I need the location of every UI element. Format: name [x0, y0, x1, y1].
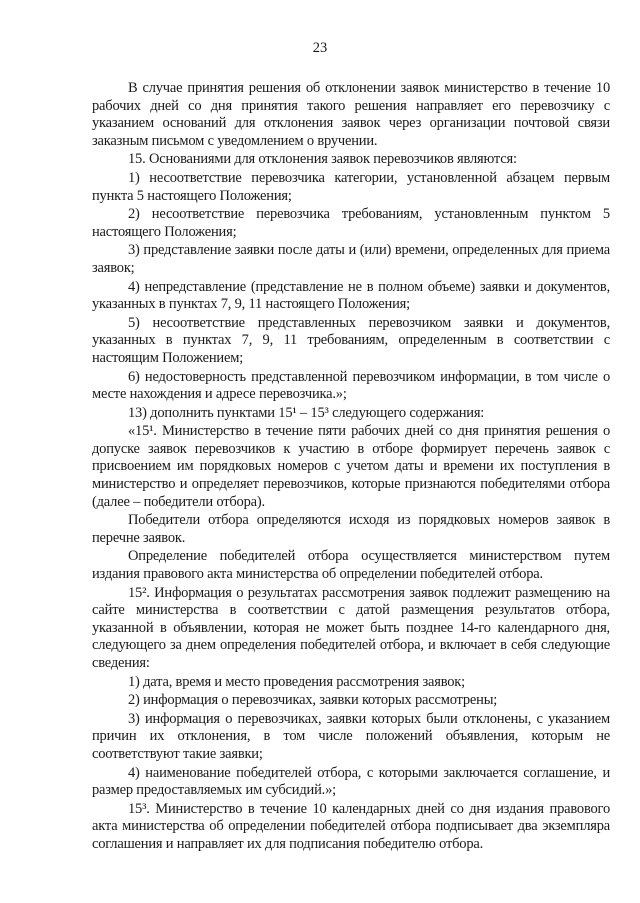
paragraph-13-amendment: 13) дополнить пунктами 15¹ – 15³ следующего содержания:	[128, 404, 485, 421]
paragraph-15-item-1: 1) несоответствие перевозчика категории, установленной абзацем первым пункта 5 настоящего Положения;	[92, 169, 610, 204]
paragraph-winners-order: Победители отбора определяются исходя из порядковых номеров заявок в перечне заявок.	[92, 512, 610, 546]
paragraph-15-item-2: 2) несоответствие перевозчика требованиям, установленным пунктом 5 настоящего Положения;	[92, 206, 610, 240]
paragraph-rejection-notice: В случае принятия решения об отклонении заявок министерство в течение 10 рабочих дней со дня принятия такого решения направляет его перевозчику с указанием оснований для отклонения заявок через организации почтовой связи заказным письмом с уведомлением о вручении.	[92, 80, 610, 149]
paragraph-15-item-3: 3) представление заявки после даты и (или) времени, определенных для приема заявок;	[92, 242, 610, 276]
page-number: 23	[312, 40, 328, 56]
paragraph-winners-act: Определение победителей отбора осуществляется министерством путем издания правового акта министерства об определении победителей отбора.	[92, 548, 610, 583]
paragraph-15-heading: 15. Основаниями для отклонения заявок перевозчиков являются:	[128, 151, 517, 168]
paragraph-15-3: 15³. Министерство в течение 10 календарных дней со дня издания правового акта министерства об определении победителей отбора подписывает два экземпляра соглашения и направляет их для подписания победителю отбора.	[92, 800, 610, 852]
paragraph-15-item-5: 5) несоответствие представленных перевозчиком заявки и документов, указанных в пунктах 7, 9, 11 требованиям, определенным в соответствии с настоящим Положением;	[92, 314, 610, 366]
paragraph-15-2-item-3: 3) информация о перевозчиках, заявки которых были отклонены, с указанием причин их отклонения, в том числе положений объявления, которым не соответствуют такие заявки;	[92, 710, 610, 762]
paragraph-15-2-item-4: 4) наименование победителей отбора, с которыми заключается соглашение, и размер предоставляемых им субсидий.»;	[92, 764, 610, 799]
paragraph-15-2-item-1: 1) дата, время и место проведения рассмотрения заявок;	[128, 673, 465, 690]
document-body	[92, 80, 610, 855]
paragraph-15-item-4: 4) непредставление (представление не в полном объеме) заявки и документов, указанных в пунктах 7, 9, 11 настоящего Положения;	[92, 278, 610, 313]
paragraph-15-item-6: 6) недостоверность представленной перевозчиком информации, в том числе о месте нахождения и адресе перевозчика.»;	[92, 368, 610, 403]
paragraph-15-1: «15¹. Министерство в течение пяти рабочих дней со дня принятия решения о допуске заявок перевозчиков к участию в отборе формирует перечень заявок с присвоением им порядковых номеров с учетом даты и времени их поступления в министерство и определяет перевозчиков, которые признаются победителями отбора (далее – победители отбора).	[92, 423, 610, 510]
paragraph-15-2-item-2: 2) информация о перевозчиках, заявки которых рассмотрены;	[128, 692, 498, 709]
paragraph-15-2: 15². Информация о результатах рассмотрения заявок подлежит размещению на сайте министерства в соответствии с датой размещения результатов отбора, указанной в объявлении, которая не может быть позднее 14-го календарного дня, следующего за днем определения победителей отбора, и включает в себя следующие сведения:	[92, 584, 610, 671]
